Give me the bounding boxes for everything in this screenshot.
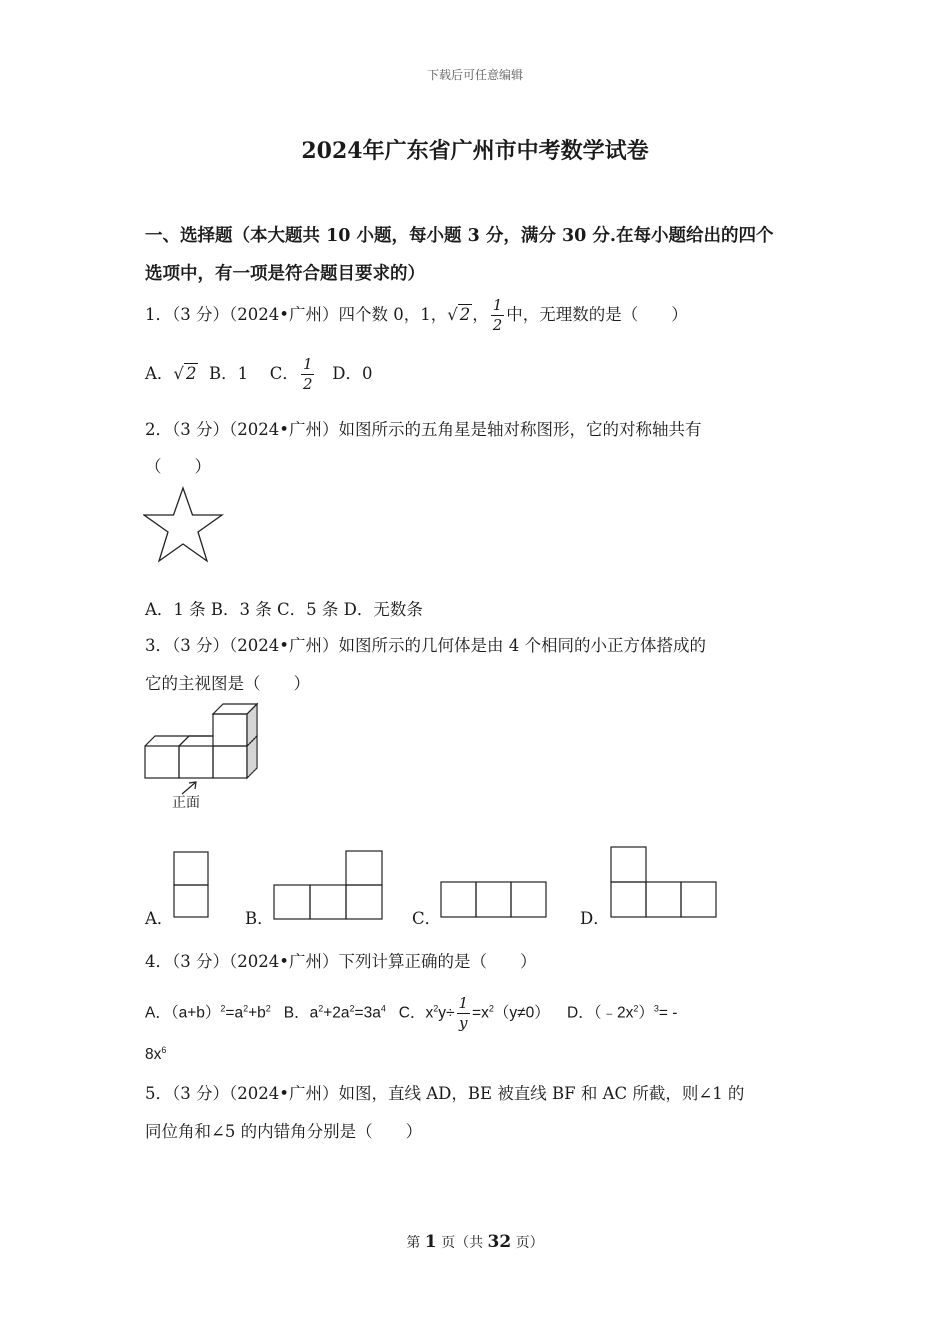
- sqrt-two-option: √ 2: [173, 364, 197, 383]
- question-1-options: A．√ 2 B．1 C． $\frac{1}{2}$ D．0: [145, 355, 373, 393]
- q3-option-c-label: C．: [412, 909, 442, 928]
- question-3-line2: 它的主视图是（ ）: [145, 674, 310, 693]
- fraction-one-over-y: $\frac{1}{y}$: [458, 994, 469, 1032]
- section-heading-line2: 选项中，有一项是符合题目要求的）: [145, 264, 425, 284]
- q3-option-d-label: D．: [580, 909, 610, 928]
- q1-stem-a: 1．（3 分）（2024•广州）四个数 0，1，: [145, 305, 448, 324]
- total-pages: 32: [487, 1232, 512, 1252]
- q3-option-b-label: B．: [245, 909, 274, 928]
- q3-option-b-figure: [272, 849, 384, 921]
- question-2-line1: 2．（3 分）（2024•广州）如图所示的五角星是轴对称图形，它的对称轴共有: [145, 420, 702, 439]
- sqrt-two: √ 2: [447, 305, 471, 324]
- page-number: 1: [424, 1232, 437, 1252]
- question-2-line2: （ ）: [145, 457, 211, 476]
- five-point-star-figure: [143, 486, 225, 564]
- fraction-one-half-option: $\frac{1}{2}$: [302, 355, 313, 393]
- page-footer: 第 1 页（共 32 页）: [406, 1232, 544, 1252]
- q1-stem-b: 中，无理数的是（ ）: [506, 305, 688, 324]
- question-5-line2: 同位角和∠5 的内错角分别是（ ）: [145, 1122, 423, 1141]
- q3-option-c-figure: [439, 879, 549, 919]
- question-2-options: A．1 条 B．3 条 C．5 条 D．无数条: [145, 600, 423, 619]
- question-4-stem: 4．（3 分）（2024•广州）下列计算正确的是（ ）: [145, 952, 537, 971]
- question-4-options: A．$(a+b)^2=a^2+b^2$ B．$a^2+2a^2=3a^4$ C．$x^2y\div$ $\frac{1}{y}$ $=x^2(y\ne 0)$ D．$(﹣2x^2)^3=$ -: [145, 994, 678, 1032]
- section-heading-line1: 一、选择题（本大题共 10 小题，每小题 3 分，满分 30 分.在每小题给出的四个: [145, 226, 774, 246]
- question-5-line1: 5．（3 分）（2024•广州）如图，直线 AD，BE 被直线 BF 和 AC 所截，则∠1 的: [145, 1084, 745, 1103]
- page-header: 下载后可任意编辑: [426, 68, 523, 82]
- fraction-one-half: $\frac{1}{2}$: [492, 296, 503, 334]
- question-1-stem: 1．（3 分）（2024•广州）四个数 0，1，√ 2 ， $\frac{1}{2}$ 中，无理数的是（ ）: [145, 296, 688, 334]
- q3-option-d-figure: [609, 845, 719, 919]
- q3-option-a-label: A．: [145, 909, 174, 928]
- question-3-line1: 3．（3 分）（2024•广州）如图所示的几何体是由 4 个相同的小正方体搭成的: [145, 636, 706, 655]
- front-view-label: 正面: [172, 795, 200, 811]
- q3-option-a-figure: [172, 851, 210, 919]
- question-4-options-line2: $8x^6$: [145, 1045, 167, 1063]
- page-title: 2024年广东省广州市中考数学试卷: [301, 138, 649, 164]
- cube-solid-figure: [142, 700, 266, 812]
